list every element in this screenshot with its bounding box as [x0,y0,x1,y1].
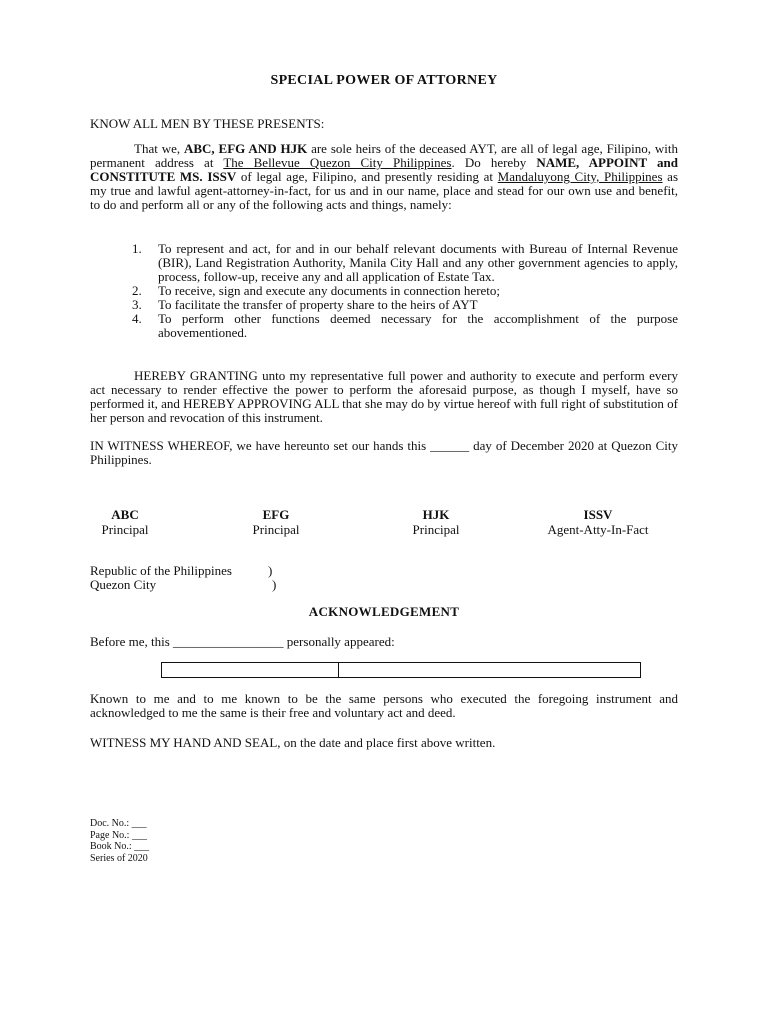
appearance-table [161,662,641,678]
intro-line: KNOW ALL MEN BY THESE PRESENTS: [90,116,325,131]
list-text: To facilitate the transfer of property share to the heirs of AYT [158,297,478,312]
agent-residence: Mandaluyong City, Philippines [497,169,663,184]
principal-names: ABC, EFG AND HJK [183,141,308,156]
seal-paragraph: WITNESS MY HAND AND SEAL, on the date and place first above written. [90,735,496,750]
para1-text-4: of legal age, Filipino, and presently residing at [236,169,498,184]
list-item [132,312,678,340]
appointment-paragraph [90,142,678,212]
signatory-name: ISSV [583,507,613,522]
para1-text-1: That we, [134,141,184,156]
signatory-role: Principal [412,522,460,537]
series-year: Series of 2020 [90,852,148,864]
venue-country: Republic of the Philippines [90,563,232,578]
before-me-line: Before me, this _________________ personally appeared: [90,634,395,649]
list-number: 2. [132,283,142,298]
venue-city: Quezon City [90,577,157,592]
known-paragraph: Known to me and to me known to be the same persons who executed the foregoing instrument and acknowledged to me the same is their free and voluntary act and deed. [90,691,678,720]
acknowledgement-title: ACKNOWLEDGEMENT [308,604,460,619]
page-number: Page No.: ___ [90,829,147,841]
table-cell [162,663,339,678]
list-item [132,298,678,312]
signatory-issv [518,508,678,537]
para1-text-5: as my true and lawful agent-attorney-in-fact, for us and in our name, place and stead for our own use and benefit, to do and perform all or any of the following acts and things, namely: [90,169,679,212]
table-cell [339,663,641,678]
signatory-role: Principal [101,522,149,537]
signatory-efg [196,508,356,537]
signatory-name: HJK [422,507,450,522]
witness-paragraph: IN WITNESS WHEREOF, we have hereunto set our hands this ______ day of December 2020 at Quezon City Philippines. [90,438,678,467]
list-number: 1. [132,241,142,256]
permanent-address: The Bellevue Quezon City Philippines [223,155,452,170]
notarial-register [90,818,149,864]
para1-text-2: are sole heirs of the deceased AYT, are all of legal age, Filipino, with permanent address at [90,141,679,170]
signatory-hjk [356,508,516,537]
signatory-role: Principal [252,522,300,537]
signatory-name: ABC [111,507,139,522]
granting-paragraph: HEREBY GRANTING unto my representative full power and authority to execute and perform every act necessary to render effective the power to perform the aforesaid purpose, as though I myself, have so performed it, and HEREBY APPROVING ALL that she may do by virtue hereof with full right of substitution of her person and revocation of this instrument. [90,368,678,425]
book-number: Book No.: ___ [90,841,150,852]
list-item [132,284,678,298]
list-number: 3. [132,297,142,312]
para1-text-3: . Do hereby [451,155,537,170]
list-number: 4. [132,311,142,326]
appoint-clause: NAME, APPOINT and CONSTITUTE MS. ISSV [90,155,678,184]
signatory-role: Agent-Atty-In-Fact [547,522,649,537]
list-text: To receive, sign and execute any documents in connection hereto; [158,283,501,298]
list-text: To perform other functions deemed necessary for the accomplishment of the purpose abovementioned. [158,311,678,340]
list-item [132,242,678,284]
venue-paren: ) [272,577,277,592]
venue-block [90,563,277,592]
signatory-abc [45,508,205,537]
venue-paren: ) [268,563,273,578]
list-text: To represent and act, for and in our behalf relevant documents with Bureau of Internal Revenue (BIR), Land Registration Authority, Manila City Hall and any other government agencies to apply, process, follow-up, receive any and all application of Estate Tax. [158,241,678,284]
powers-list [132,242,678,340]
signatory-name: EFG [262,507,290,522]
document-title: SPECIAL POWER OF ATTORNEY [270,73,498,88]
doc-number: Doc. No.: ___ [90,818,147,829]
